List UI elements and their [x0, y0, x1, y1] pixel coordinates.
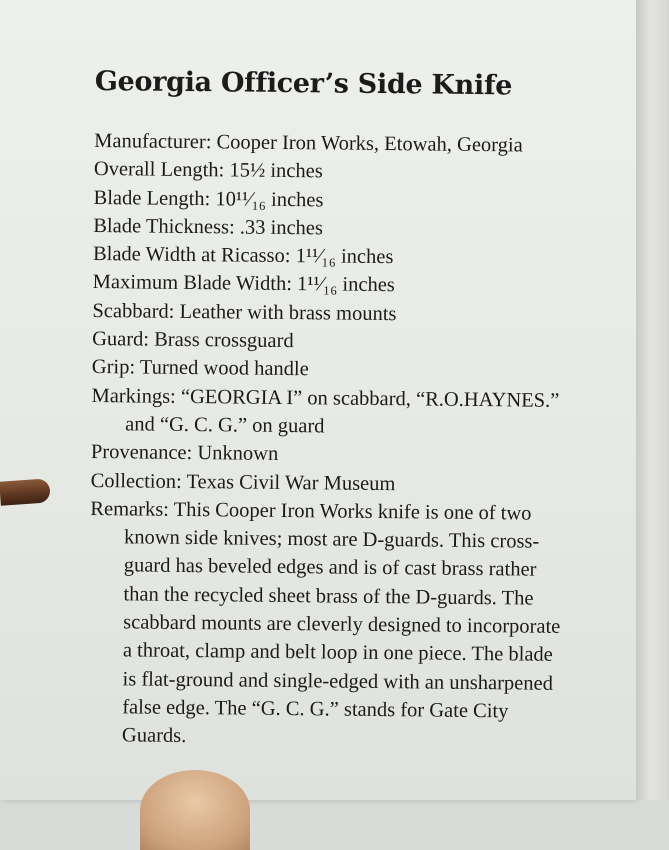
remarks-line: Guards.	[121, 724, 187, 748]
spec-collection: Collection: Texas Civil War Museum	[90, 469, 396, 495]
remarks-line-1: Remarks: This Cooper Iron Works knife is one of two	[90, 497, 532, 525]
remarks-line: scabbard mounts are cleverly designed to incorporate	[123, 611, 561, 638]
spec-max-blade-width: Maximum Blade Width: 1¹¹⁄₁₆ inches	[92, 271, 395, 297]
spec-provenance: Provenance: Unknown	[90, 441, 279, 466]
remarks-line: known side knives; most are D-guards. This cross-	[123, 526, 540, 553]
spec-blade-width-ricasso: Blade Width at Ricasso: 1¹¹⁄₁₆ inches	[92, 243, 394, 269]
page-title: Georgia Officer’s Side Knife	[94, 66, 513, 102]
spec-guard: Guard: Brass crossguard	[92, 328, 294, 353]
spec-overall-length: Overall Length: 15½ inches	[93, 158, 323, 183]
spec-blade-length: Blade Length: 10¹¹⁄₁₆ inches	[93, 186, 324, 211]
spec-grip: Grip: Turned wood handle	[91, 356, 309, 381]
markings-line-2: and “G. C. G.” on guard	[125, 413, 325, 438]
page-content	[88, 66, 625, 755]
thumb-photo	[140, 770, 250, 850]
remarks-line: than the recycled sheet brass of the D-guards. The	[123, 583, 534, 610]
remarks-line: is flat-ground and single-edged with an unsharpened	[122, 667, 554, 695]
remarks-paragraph	[88, 495, 621, 755]
spec-scabbard: Scabbard: Leather with brass mounts	[92, 299, 397, 325]
remarks-line: false edge. The “G. C. G.” stands for Gate City	[122, 696, 509, 723]
spec-blade-thickness: Blade Thickness: .33 inches	[93, 214, 324, 240]
knife-handle-photo	[0, 478, 51, 505]
remarks-line: a throat, clamp and belt loop in one piece. The blade	[122, 639, 553, 667]
remarks-line: guard has beveled edges and is of cast brass rather	[123, 554, 537, 582]
spec-markings	[91, 382, 622, 444]
markings-line-1: Markings: “GEORGIA I” on scabbard, “R.O.HAYNES.”	[91, 384, 560, 412]
spec-manufacturer: Manufacturer: Cooper Iron Works, Etowah, Georgia	[94, 129, 523, 157]
page-edge	[636, 0, 669, 800]
